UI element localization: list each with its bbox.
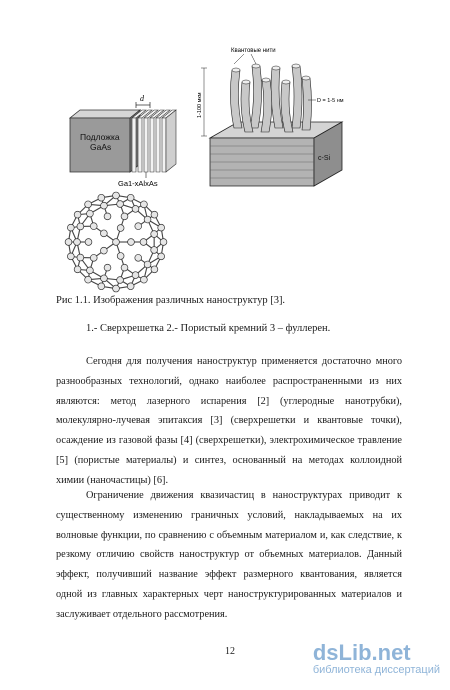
fullerene-atom: [135, 254, 142, 261]
fullerene-atom: [151, 231, 158, 238]
fullerene-atom: [104, 213, 111, 220]
fullerene-atom: [90, 254, 97, 261]
porous-silicon-figure: [196, 42, 366, 192]
fullerene-atom: [140, 239, 147, 246]
fullerene-atom: [144, 261, 151, 268]
silicon-base-label: c-Si: [318, 155, 331, 162]
fullerene-atom: [141, 276, 148, 283]
fullerene-atom: [74, 239, 81, 246]
watermark-subtitle: библиотека диссертаций: [312, 664, 440, 676]
fullerene-atom: [132, 206, 139, 213]
fullerene-atom: [77, 254, 84, 261]
fullerene-figure: [60, 186, 172, 298]
superlattice-period-label: d: [140, 94, 144, 103]
fullerene-atom: [100, 247, 107, 254]
fullerene-atom: [127, 194, 134, 201]
fullerene-atom: [128, 239, 135, 246]
superlattice-layer-label: Ga1-xAlxAs: [118, 179, 158, 188]
figure-caption: Рис 1.1. Изображения различных наноструктур [3].: [56, 295, 286, 306]
fullerene-atom: [90, 223, 97, 230]
fullerene-atom: [158, 224, 165, 231]
paragraph-technologies: Сегодня для получения наноструктур применяется достаточно много разнообразных технологий, однако наиболее распространенными из них являются: метод лазерного испарения [2] (углеродные нанотрубки), молекулярно-лучевая эпитаксия [3] (сверхрешетки и квантовые точки), осаждение из газовой фазы [4] (сверхрешетки), электрохимическое травление [5] (пористые материалы) и синтез, основанный на методах коллоидной химии (наночастицы) [6].: [56, 356, 402, 486]
page-number: 12: [225, 646, 235, 657]
paragraph-size-quantization: Ограничение движения квазичастиц в наноструктурах приводит к существенному изменению граничных условий, накладываемых на их волновые функции, по сравнению с объемным материалом и, как следствие, к резкому отличию свойств наноструктур от объемных материалов. Данный эффект, получивший название эффект размерного квантования, является одной из главных характерных черт наноструктурированных материалов и заслуживает отдельного рассмотрения.: [56, 490, 402, 620]
fullerene-atom: [141, 201, 148, 208]
wire-height-label: 1-100 мкм: [197, 92, 203, 118]
fullerene-atom: [151, 266, 158, 273]
fullerene-atom: [87, 267, 94, 274]
fullerene-atom: [98, 194, 105, 201]
fullerene-atom: [117, 253, 124, 260]
fullerene-atom: [151, 211, 158, 218]
fullerene-atom: [127, 283, 134, 290]
fullerene-atom: [117, 225, 124, 232]
quantum-wires-label: Квантовые нити: [231, 48, 276, 54]
superlattice-substrate-material: GaAs: [90, 142, 112, 152]
fullerene-atom: [85, 201, 92, 208]
fullerene-atom: [158, 253, 165, 260]
superlattice-figure: [60, 92, 200, 192]
fullerene-atom: [121, 213, 128, 220]
fullerene-atom: [135, 223, 142, 230]
watermark-logo: dsLib.net: [312, 640, 411, 665]
fullerene-atom: [100, 230, 107, 237]
fullerene-atom: [85, 276, 92, 283]
fullerene-atom: [117, 277, 124, 284]
fullerene-atom: [160, 239, 167, 246]
fullerene-atom: [113, 192, 120, 199]
fullerene-atom: [67, 224, 74, 231]
fullerene-atom: [67, 253, 74, 260]
fullerene-atom: [74, 211, 81, 218]
fullerene-atom: [113, 239, 120, 246]
fullerene-atom: [151, 247, 158, 254]
figure-subcaption: 1.- Сверхрешетка 2.- Пористый кремний 3 – фуллерен.: [86, 323, 331, 334]
watermark: [313, 642, 440, 677]
fullerene-atom: [101, 202, 108, 209]
fullerene-atom: [65, 239, 72, 246]
fullerene-atom: [87, 210, 94, 217]
fullerene-atom: [113, 285, 120, 292]
fullerene-atom: [98, 283, 105, 290]
fullerene-atom: [77, 223, 84, 230]
fullerene-atom: [74, 266, 81, 273]
fullerene-atom: [85, 239, 92, 246]
fullerene-atom: [117, 201, 124, 208]
fullerene-atom: [121, 264, 128, 271]
fullerene-atom: [104, 264, 111, 271]
fullerene-atom: [144, 216, 151, 223]
superlattice-substrate-label: Подложка: [80, 132, 120, 142]
fullerene-atom: [132, 272, 139, 279]
wire-diameter-label: D = 1-5 нм: [317, 98, 344, 104]
fullerene-atom: [101, 275, 108, 282]
